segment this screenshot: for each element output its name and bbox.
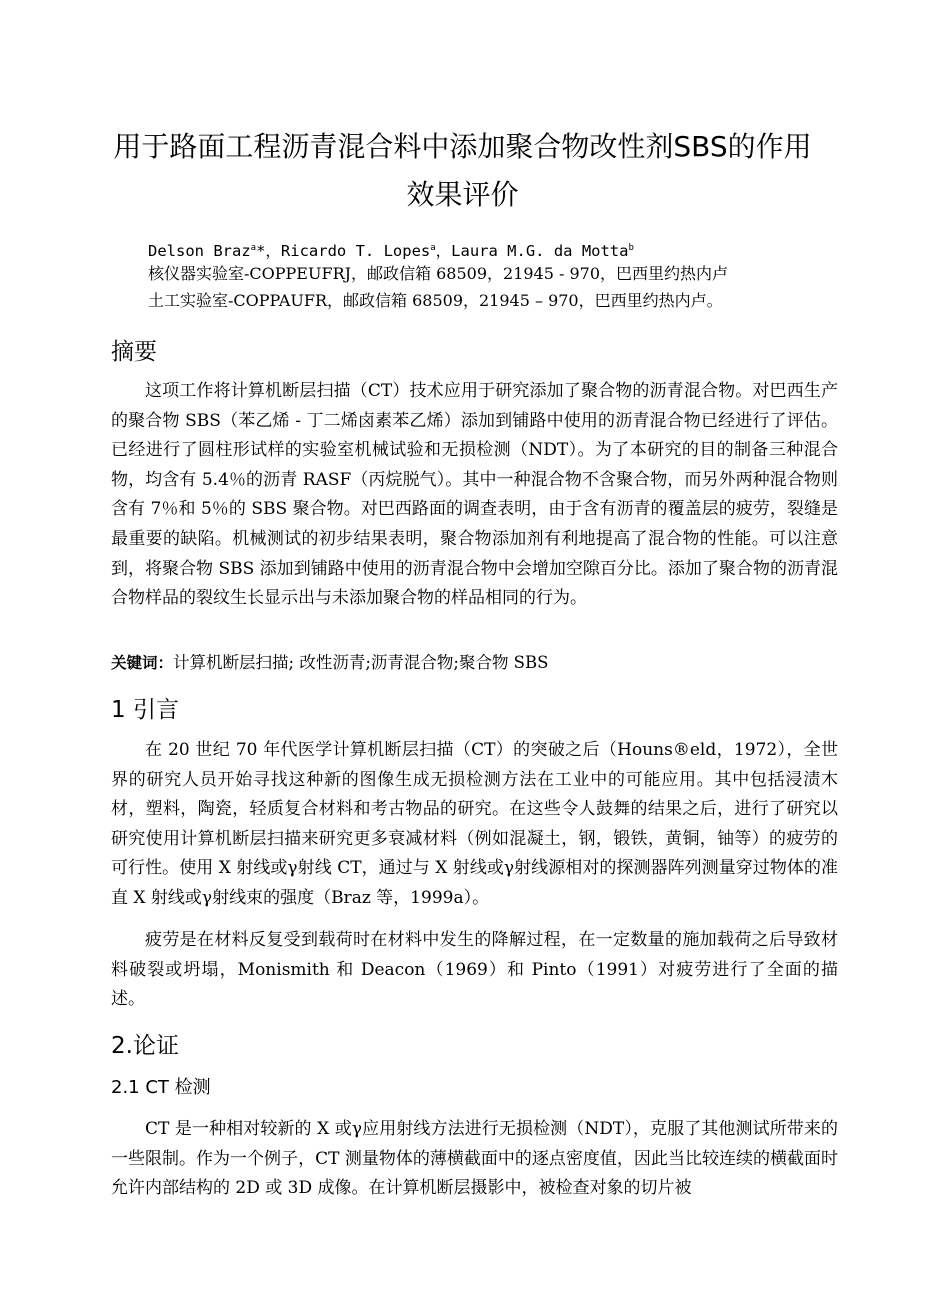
affiliation-2: 土工实验室-COPPAUFR，邮政信箱 68509，21945 – 970，巴西里约热内卢。 [148, 291, 723, 310]
author-2: Ricardo T. Lopes [280, 242, 431, 261]
keywords-line [111, 652, 548, 674]
author-separator: ， [435, 242, 452, 261]
author-3: Laura M.G. da Motta [451, 242, 629, 261]
keywords-text: 计算机断层扫描; 改性沥青;沥青混合物;聚合物 SBS [173, 653, 549, 672]
author-1-affiliation-mark: a [250, 243, 257, 253]
paper-title-line-2: 效果评价 [406, 178, 519, 211]
author-1: Delson Braz [148, 242, 251, 261]
section-2-1-heading: 2.1 CT 检测 [111, 1077, 211, 1098]
section-2-1-paragraph: CT 是一种相对较新的 X 或γ应用射线方法进行无损检测（NDT），克服了其他测试所带来的一些限制。作为一个例子，CT 测量物体的薄横截面中的逐点密度值，因此当比较连续的横截面时允许内部结构的 2D 或 3D 成像。在计算机断层摄影中，被检查对象的切片被 [111, 1119, 838, 1199]
abstract-heading: 摘要 [111, 339, 157, 365]
keywords-label: 关键词： [111, 654, 174, 672]
abstract-paragraph: 这项工作将计算机断层扫描（CT）技术应用于研究添加了聚合物的沥青混合物。对巴西生产的聚合物 SBS（苯乙烯 - 丁二烯卤素苯乙烯）添加到铺路中使用的沥青混合物已经进行了评估。已经进行了圆柱形试样的实验室机械试验和无损检测（NDT）。为了本研究的目的制备三种混合物，均含有 5.4％的沥青 RASF（丙烷脱气）。其中一种混合物不含聚合物，而另外两种混合物则含有 7％和 5％的 SBS 聚合物。对巴西路面的调查表明，由于含有沥青的覆盖层的疲劳，裂缝是最重要的缺陷。机械测试的初步结果表明，聚合物添加剂有利地提高了混合物的性能。可以注意到，将聚合物 SBS 添加到铺路中使用的沥青混合物中会增加空隙百分比。添加了聚合物的沥青混合物样品的裂纹生长显示出与未添加聚合物的样品相同的行为。 [111, 381, 838, 609]
author-2-affiliation-mark: a [430, 243, 436, 253]
introduction-heading: 1 引言 [111, 697, 179, 723]
corresponding-author-mark: *， [256, 242, 281, 261]
affiliation-1: 核仪器实验室-COPPEUFRJ，邮政信箱 68509，21945 - 970，巴西里约热内卢 [148, 264, 729, 283]
author-list [148, 238, 634, 261]
author-3-affiliation-mark: b [628, 243, 634, 253]
introduction-paragraph-1: 在 20 世纪 70 年代医学计算机断层扫描（CT）的突破之后（Houns®eld，1972），全世界的研究人员开始寻找这种新的图像生成无损检测方法在工业中的可能应用。其中包括浸渍木材，塑料，陶瓷，轻质复合材料和考古物品的研究。在这些令人鼓舞的结果之后，进行了研究以研究使用计算机断层扫描来研究更多衰减材料（例如混凝土，钢，锻铁，黄铜，铀等）的疲劳的可行性。使用 X 射线或γ射线 CT，通过与 X 射线或γ射线源相对的探测器阵列测量穿过物体的准直 X 射线或γ射线束的强度（Braz 等，1999a）。 [111, 740, 838, 908]
introduction-paragraph-2: 疲劳是在材料反复受到载荷时在材料中发生的降解过程，在一定数量的施加载荷之后导致材料破裂或坍塌，Monismith 和 Deacon（1969）和 Pinto（1991）对疲劳进行了全面的描述。 [111, 930, 838, 1010]
section-2-heading: 2.论证 [111, 1033, 179, 1059]
paper-title-line-1: 用于路面工程沥青混合料中添加聚合物改性剂SBS的作用 [113, 130, 812, 163]
